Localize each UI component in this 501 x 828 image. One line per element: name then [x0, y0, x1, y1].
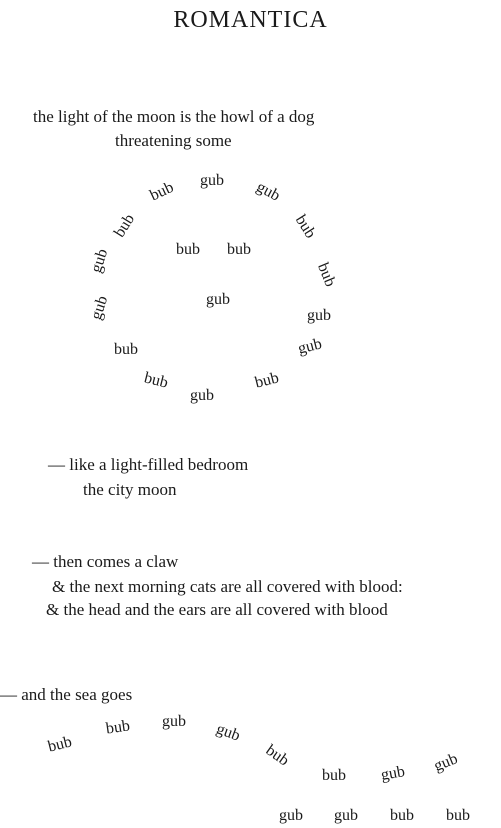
stanza1-line2: threatening some: [115, 131, 232, 150]
spiral-word: bub: [176, 241, 200, 258]
wave-word: gub: [162, 713, 186, 730]
wave-word: gub: [431, 750, 461, 775]
spiral-word: bub: [253, 369, 281, 392]
spiral-word: bub: [291, 212, 319, 242]
wave-word: bub: [262, 741, 292, 770]
stanza4-line1: — and the sea goes: [0, 685, 133, 704]
spiral-word: bub: [314, 260, 339, 290]
spiral-word: gub: [200, 172, 224, 189]
wave-word: gub: [379, 763, 407, 784]
wave-word: bub: [390, 807, 414, 824]
wave-word: gub: [279, 807, 303, 824]
spiral-word: gub: [87, 293, 112, 322]
spiral-word: bub: [147, 178, 177, 205]
spiral-word: bub: [111, 211, 139, 241]
spiral-word: bub: [114, 341, 138, 358]
spiral-word: gub: [307, 307, 331, 324]
spiral-word: gub: [206, 291, 230, 308]
spiral-word: gub: [190, 387, 214, 404]
wave-word: bub: [322, 767, 346, 784]
stanza3-line2: & the next morning cats are all covered with blood:: [52, 577, 403, 596]
stanza1-line1: the light of the moon is the howl of a dog: [33, 107, 315, 126]
spiral-word: bub: [142, 369, 170, 392]
stanza2-line1: — like a light-filled bedroom: [48, 455, 249, 474]
wave-word: bub: [446, 807, 470, 824]
wave-word: bub: [46, 733, 74, 756]
stanza3-line3: & the head and the ears are all covered with blood: [46, 600, 388, 619]
spiral-word: bub: [227, 241, 251, 258]
stanza3-line1: — then comes a claw: [32, 552, 179, 571]
wave-word: gub: [213, 720, 243, 745]
wave-word: bub: [104, 717, 131, 738]
poem-title: ROMANTICA: [173, 7, 328, 33]
spiral-word: gub: [253, 178, 283, 205]
spiral-word: gub: [296, 335, 324, 358]
stanza2-line2: the city moon: [83, 480, 177, 499]
wave-word: gub: [334, 807, 358, 824]
spiral-word: gub: [87, 246, 112, 275]
